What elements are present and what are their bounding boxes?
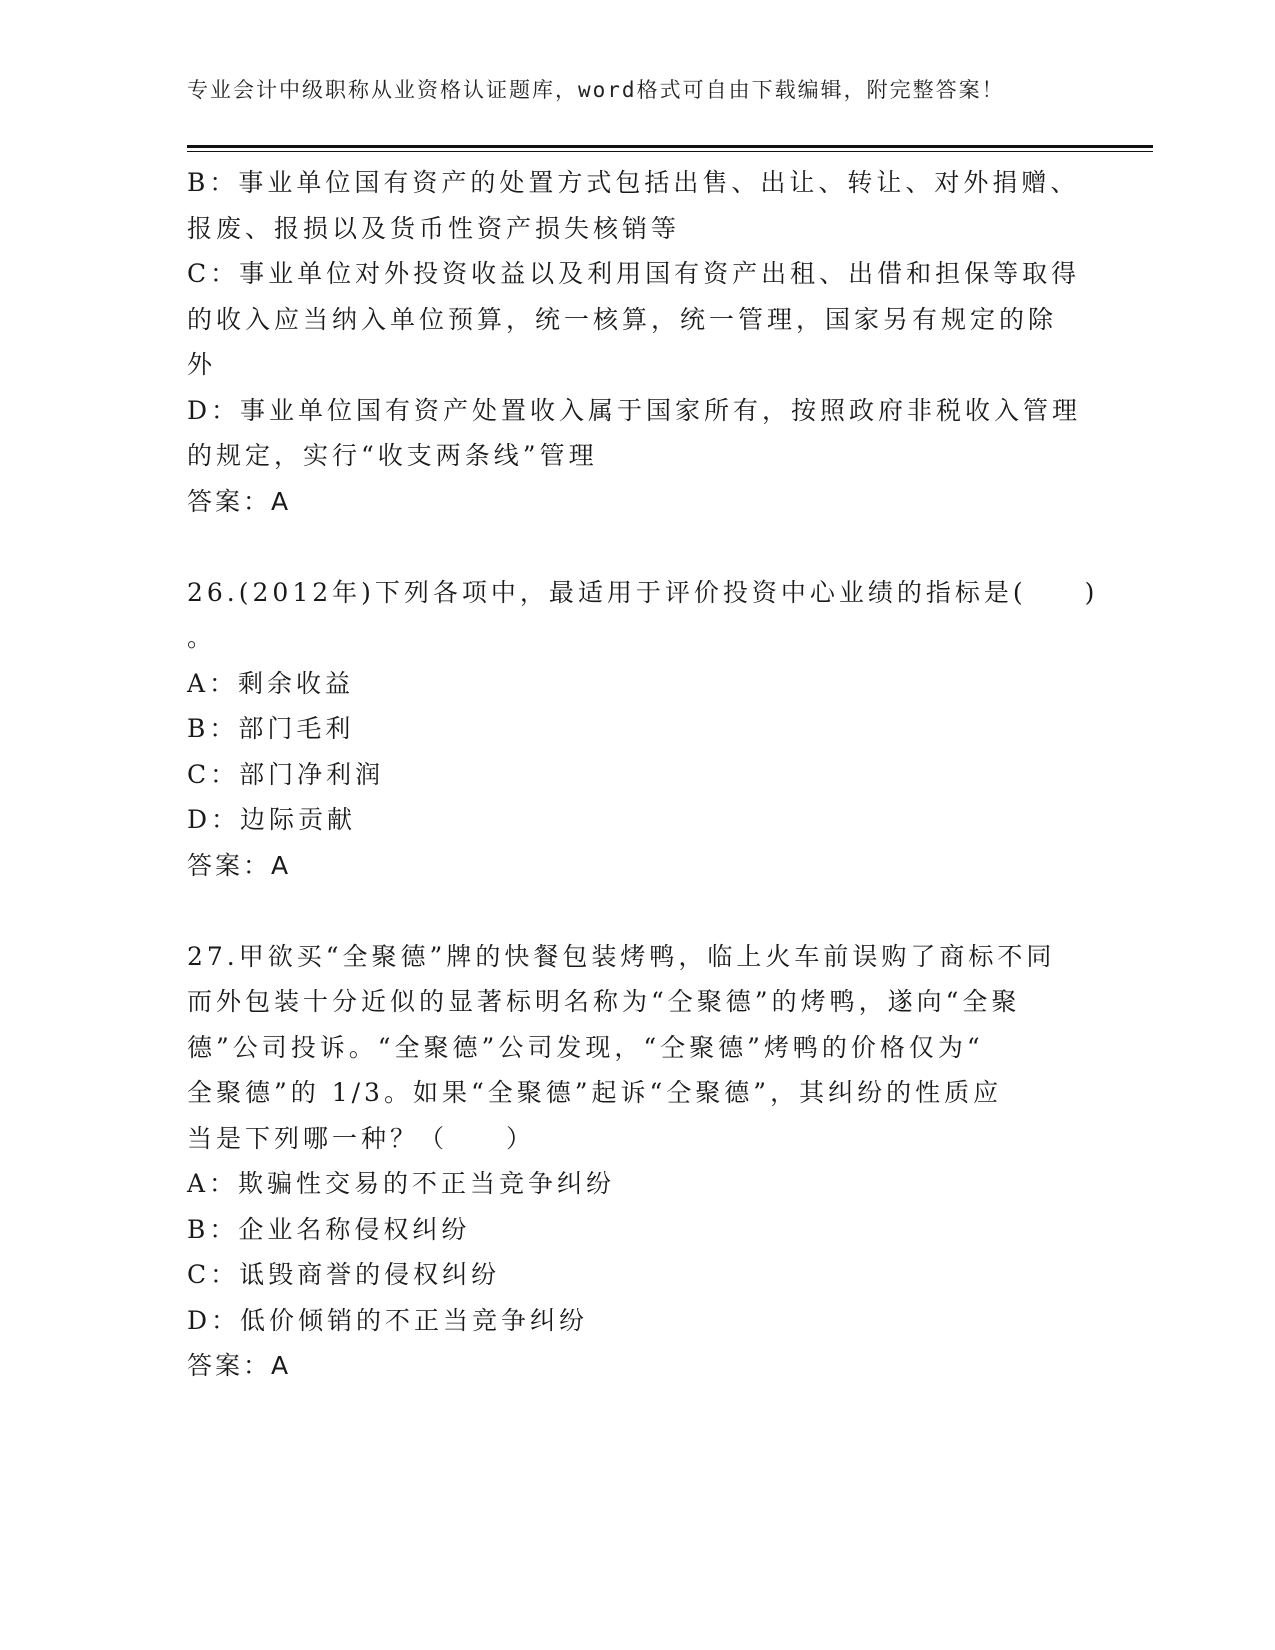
question-stem-line-3: 德”公司投诉。“全聚德”公司发现，“仝聚德”烤鸭的价格仅为“: [187, 1032, 984, 1062]
question-stem-line-2: 而外包装十分近似的显著标明名称为“仝聚德”的烤鸭，遂向“全聚: [187, 987, 1021, 1016]
question-block-25: [187, 160, 1087, 524]
option-d-line-2: 的规定，实行“收支两条线”管理: [187, 441, 598, 470]
block-spacer: [187, 888, 1087, 934]
question-stem-line-4: 全聚德”的 1/3。如果“全聚德”起诉“仝聚德”，其纠纷的性质应: [187, 1078, 1003, 1107]
question-stem-line-2: 。: [187, 623, 217, 652]
option-c: C：诋毁商誉的侵权纠纷: [187, 1260, 501, 1289]
option-d: D：边际贡献: [187, 805, 357, 834]
option-d: D：低价倾销的不正当竞争纠纷: [187, 1305, 589, 1335]
header-rule-thick: [187, 145, 1153, 148]
option-c-line-1: C：事业单位对外投资收益以及利用国有资产出租、出借和担保等取得: [187, 259, 1081, 288]
question-stem-line-1: 26.(2012年)下列各项中，最适用于评价投资中心业绩的指标是( ): [187, 577, 1099, 607]
option-a: A：欺骗性交易的不正当竞争纠纷: [187, 1169, 616, 1198]
answer-line: 答案：A: [187, 486, 292, 516]
answer-line: 答案：A: [187, 850, 292, 880]
option-a: A：剩余收益: [187, 668, 355, 698]
header-rule-thin: [187, 151, 1153, 152]
question-content: [187, 160, 1099, 1389]
option-c: C：部门净利润: [187, 759, 385, 789]
question-block-26: [187, 570, 1099, 889]
question-stem-line-5: 当是下列哪一种？（ ）: [187, 1123, 536, 1153]
option-c-line-2: 的收入应当纳入单位预算，统一核算，统一管理，国家另有规定的除: [187, 304, 1058, 334]
option-b-line-2: 报废、报损以及货币性资产损失核销等: [187, 213, 681, 243]
option-b: B：企业名称侵权纠纷: [187, 1214, 471, 1244]
option-b-line-1: B：事业单位国有资产的处置方式包括出售、出让、转让、对外捐赠、: [187, 168, 1080, 197]
question-block-27: [187, 934, 1087, 1389]
option-b: B：部门毛利: [187, 714, 355, 743]
page-header: 专业会计中级职称从业资格认证题库，word格式可自由下载编辑，附完整答案！: [187, 78, 1005, 102]
option-d-line-1: D：事业单位国有资产处置收入属于国家所有，按照政府非税收入管理: [187, 395, 1082, 425]
question-stem-line-1: 27.甲欲买“全聚德”牌的快餐包装烤鸭，临上火车前误购了商标不同: [187, 941, 1056, 971]
option-c-line-3: 外: [187, 350, 217, 379]
answer-line: 答案：A: [187, 1351, 292, 1380]
block-spacer: [187, 524, 1087, 570]
